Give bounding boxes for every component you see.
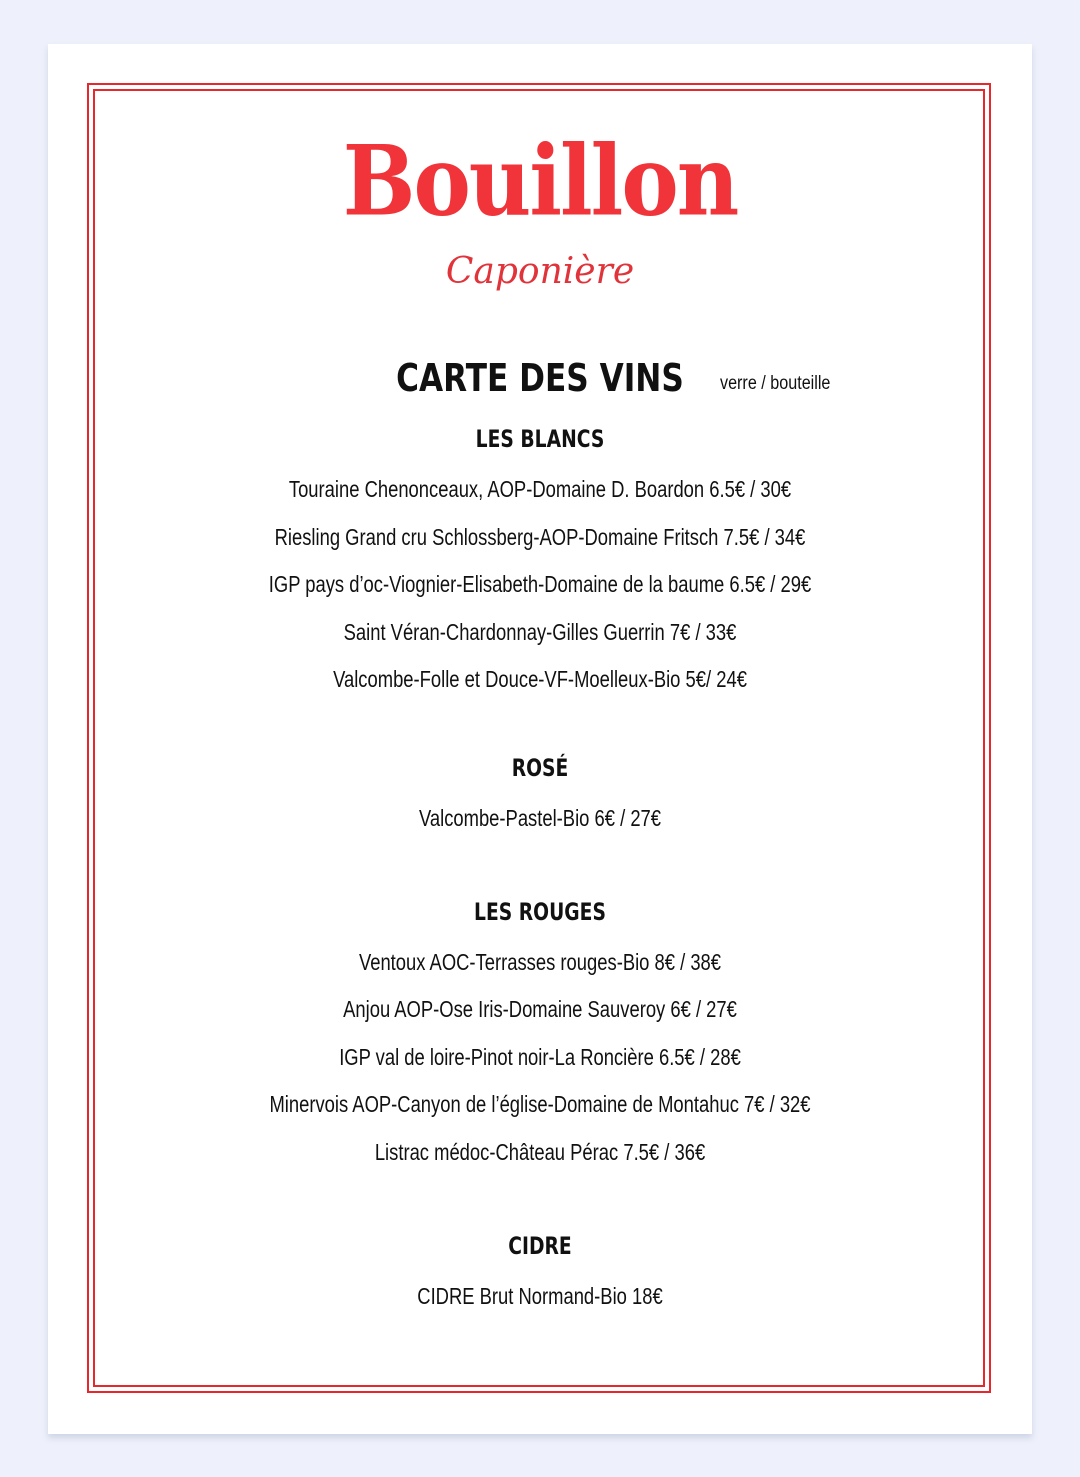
wine-item: Touraine Chenonceaux, AOP-Domaine D. Boardon 6.5€ / 30€ <box>288 476 792 502</box>
menu-title: CARTE DES VINS <box>396 356 684 400</box>
wine-item: Valcombe-Folle et Douce-VF-Moelleux-Bio 5€/ 24€ <box>333 666 747 692</box>
section-title-rouges: LES ROUGES <box>474 898 606 926</box>
wine-item: IGP val de loire-Pinot noir-La Roncière 6.5€ / 28€ <box>339 1044 741 1070</box>
wine-item: Listrac médoc-Château Pérac 7.5€ / 36€ <box>374 1139 706 1165</box>
wine-item: Valcombe-Pastel-Bio 6€ / 27€ <box>418 805 662 831</box>
menu-sheet <box>48 44 1032 1434</box>
section-title-blancs: LES BLANCS <box>475 425 605 453</box>
brand-subtitle: Caponière <box>445 251 635 292</box>
section-title-rose: ROSÉ <box>511 754 569 782</box>
wine-item: Ventoux AOC-Terrasses rouges-Bio 8€ / 38€ <box>358 949 722 975</box>
brand-logo: Bouillon <box>342 124 738 238</box>
wine-item: Riesling Grand cru Schlossberg-AOP-Domaine Fritsch 7.5€ / 34€ <box>274 524 806 550</box>
section-title-cidre: CIDRE <box>508 1232 572 1260</box>
wine-item: Saint Véran-Chardonnay-Gilles Guerrin 7€ / 33€ <box>343 619 737 645</box>
cider-item: CIDRE Brut Normand-Bio 18€ <box>417 1283 663 1309</box>
wine-item: Anjou AOP-Ose Iris-Domaine Sauveroy 6€ / 27€ <box>343 996 737 1022</box>
wine-item: IGP pays d’oc-Viognier-Elisabeth-Domaine de la baume 6.5€ / 29€ <box>268 571 812 597</box>
wine-item: Minervois AOP-Canyon de l’église-Domaine de Montahuc 7€ / 32€ <box>269 1091 811 1117</box>
price-format-hint: verre / bouteille <box>720 373 831 394</box>
menu-title-row <box>48 350 1032 406</box>
